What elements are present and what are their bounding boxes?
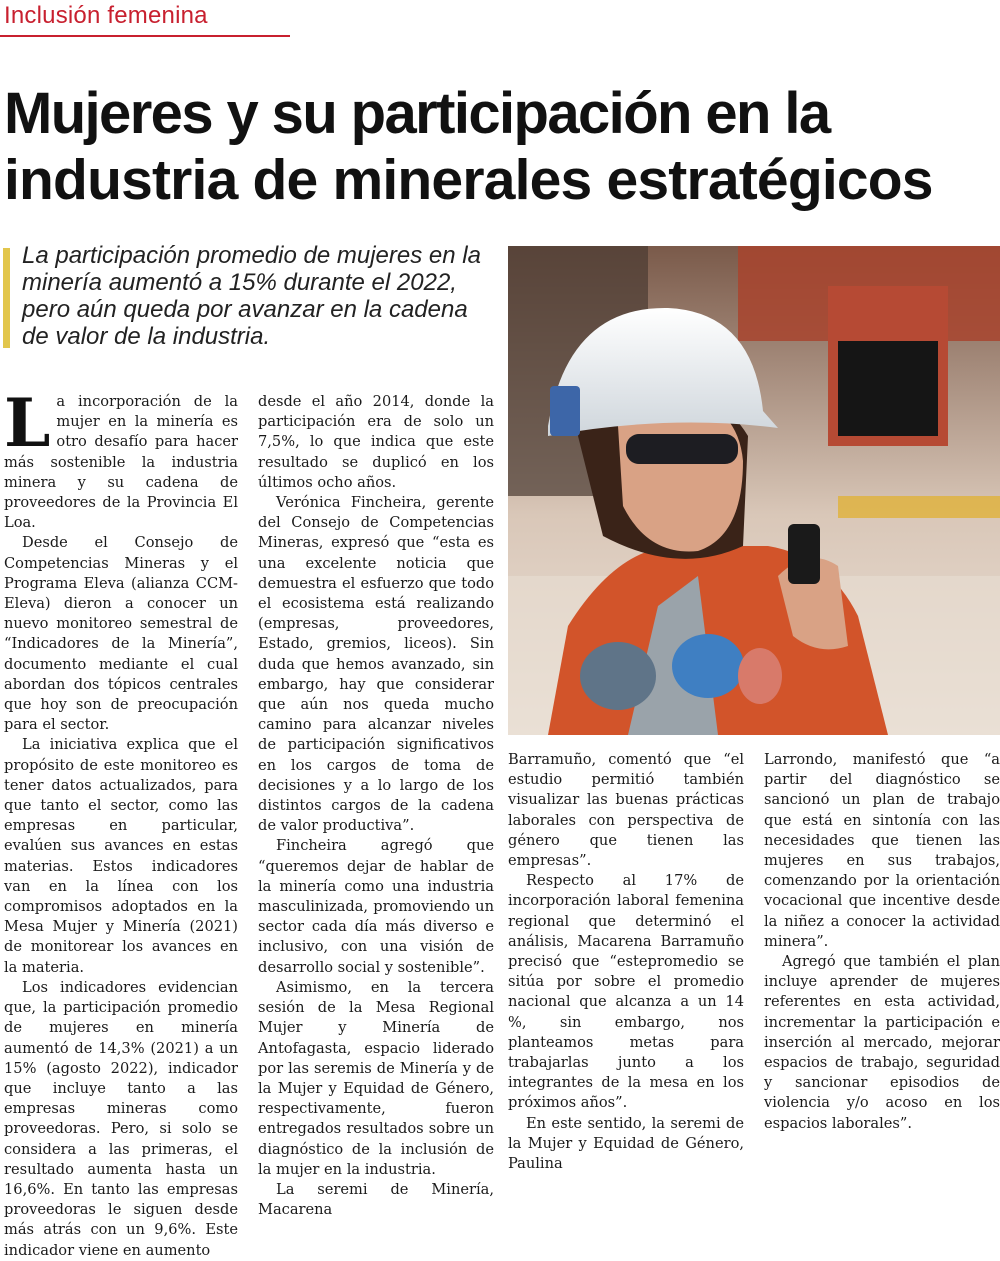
lede-text: La participación promedio de mujeres en la minería aumentó a 15% durante el 2022, pero aún queda por avanzar en la cadena de valor de la industria. xyxy=(22,242,481,350)
photo-illustration xyxy=(508,246,1000,735)
paragraph-13: Larrondo, manifestó que “a partir del diagnóstico se sancionó un plan de trabajo que está en sintonía con las necesidades que tienen las mujeres en sus trabajos, comenzando por la orientación vocacional que incentive desde la niñez a conocer la actividad minera”. xyxy=(764,751,1000,950)
article-column-3 xyxy=(508,750,744,1174)
paragraph-7: Fincheira agregó que “queremos dejar de hablar de la minería como una industria masculinizada, promoviendo un sector cada día más diverso e inclusivo, con una visión de desarrollo social y sostenible”. xyxy=(258,837,494,976)
drop-cap: L xyxy=(4,384,51,462)
paragraph-2: Desde el Consejo de Competencias Mineras y el Programa Eleva (alianza CCM-Eleva) dieron a conocer un nuevo monitoreo semestral de “Indicadores de la Minería”, documento mediante el cual abordan dos tópicos centrales que hoy son de preocupación para el sector. xyxy=(4,534,238,734)
section-tag: Inclusión femenina xyxy=(4,2,208,29)
lede-accent-bar xyxy=(3,248,10,348)
paragraph-1-text: a incorporación de la mujer en la minería es otro desafío para hacer más sostenible la industria minera y su cadena de proveedores de la Provincia El Loa. xyxy=(4,393,238,532)
paragraph-3: La iniciativa explica que el propósito de este monitoreo es tener datos actualizados, para que tanto el sector, como las empresas en particular, evalúen sus avances en estas materias. Estos indicadores van en la línea con los compromisos adoptados en la Mesa Mujer y Minería (2021) de monitorear los avances en la materia. xyxy=(4,736,238,976)
woman-miner-photo xyxy=(508,246,1000,735)
paragraph-11: Respecto al 17% de incorporación laboral femenina regional que determinó el análisis, Macarena Barramuño precisó que “estepromedio se sitúa por sobre el promedio nacional que alcanza a un 14 %, sin embargo, nos planteamos metas para trabajarlas junto a los integrantes de la mesa en los próximos años”. xyxy=(508,872,744,1112)
article-column-1 xyxy=(4,384,238,1261)
paragraph-1 xyxy=(4,384,238,533)
article-column-2 xyxy=(258,392,494,1220)
paragraph-9: La seremi de Minería, Macarena xyxy=(258,1180,494,1219)
paragraph-14: Agregó que también el plan incluye aprender de mujeres referentes en esta actividad, incrementar la participación e inserción al mercado, mejorar espacios de trabajo, seguridad y sancionar episodios de violencia y/o acoso en los espacios laborales”. xyxy=(764,953,1000,1132)
headline-line-1: Mujeres y su participación en la xyxy=(4,81,830,146)
section-rule xyxy=(0,35,290,37)
paragraph-12: En este sentido, la seremi de la Mujer y Equidad de Género, Paulina xyxy=(508,1114,744,1173)
paragraph-4: Los indicadores evidencian que, la participación promedio de mujeres en minería aumentó de 14,3% (2021) a un 15% (agosto 2022), indicador que incluye tanto a las empresas mineras como proveedoras. Pero, si solo se considera a las primeras, el resultado aumenta hasta un 16,6%. En tanto las empresas proveedoras le siguen desde más atrás con un 9,6%. Este indicador viene en aumento xyxy=(4,978,238,1259)
paragraph-10: Barramuño, comentó que “el estudio permitió también visualizar las buenas prácticas laborales con perspectiva de género que tienen las empresas”. xyxy=(508,751,744,870)
paragraph-8: Asimismo, en la tercera sesión de la Mesa Regional Mujer y Minería de Antofagasta, espacio liderado por las seremis de Minería y de la Mujer y Equidad de Género, respectivamente, fueron entregados resultados sobre un diagnóstico de la inclusión de la mujer en la industria. xyxy=(258,978,494,1178)
article-column-4 xyxy=(764,750,1000,1134)
paragraph-6: Verónica Fincheira, gerente del Consejo de Competencias Mineras, expresó que “esta es una excelente noticia que demuestra el esfuerzo que todo el ecosistema está realizando (empresas, proveedores, Estado, gremios, liceos). Sin duda que hemos avanzado, sin embargo, hay que considerar que aún nos queda mucho camino para alcanzar niveles de participación significativos en los cargos de toma de decisiones y a lo largo de los distintos cargos de la cadena de valor productiva”. xyxy=(258,494,494,835)
headline-line-2: industria de minerales estratégicos xyxy=(4,148,933,212)
paragraph-5: desde el año 2014, donde la participación era de solo un 7,5%, lo que indica que este resultado se duplicó en los últimos ocho años. xyxy=(258,393,494,491)
